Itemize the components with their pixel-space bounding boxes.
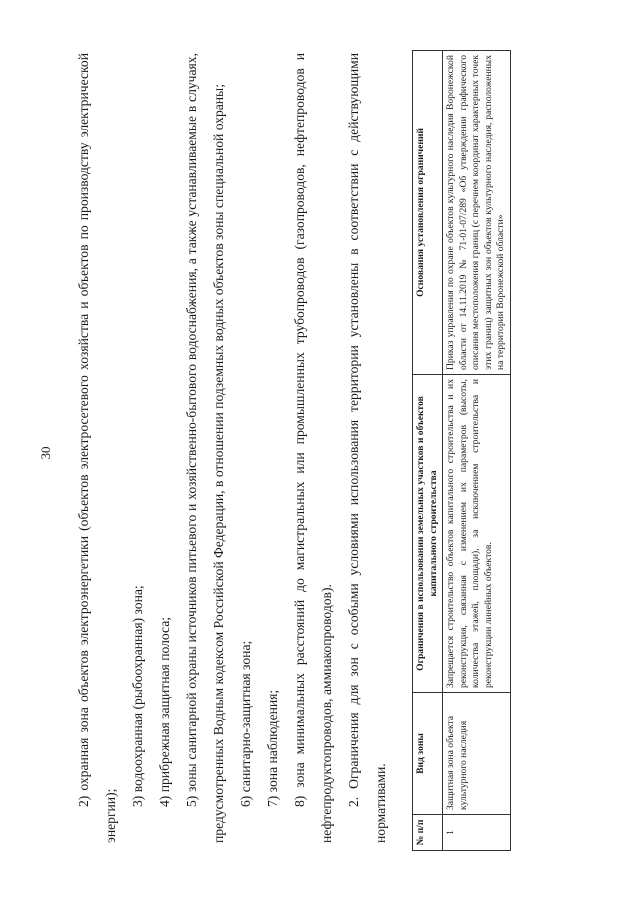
list-item-2: 2) охранная зона объектов электроэнергетики (объектов электросетевого хозяйства и объектов по производству электрической энергии); — [76, 52, 118, 843]
table-header-row — [413, 50, 443, 850]
cell-zone-type: Защитная зона объекта культурного наследия — [443, 692, 511, 814]
paragraph-restrictions: 2. Ограничения для зон с особыми условиями использования территории установлены в соответствии с действующими нормативами. — [346, 52, 388, 843]
list-item-5: 5) зоны санитарной охраны источников питьевого и хозяйственно-бытового водоснабжения, а также устанавливаемые в случаях, предусмотренных Водным кодексом Российской Федерации, в отношении подземных водных объектов зоны специальной охраны; — [184, 52, 226, 843]
list-item-8: 8) зона минимальных расстояний до магистральных или промышленных трубопроводов (газопроводов, нефтепроводов и нефтепродуктопроводов, аммиакопроводов). — [292, 52, 334, 843]
header-restrictions: Ограничения в использовании земельных участков и объектов капитального строительства — [413, 374, 443, 692]
header-zone-type: Вид зоны — [413, 692, 443, 814]
document-page — [20, 23, 620, 883]
table-row — [443, 50, 511, 850]
page-number: 30 — [38, 446, 53, 459]
list-item-7: 7) зона наблюдения; — [265, 689, 280, 807]
cell-restrictions: Запрещается строительство объектов капитального строительства и их реконструкция, связанная с изменением их параметров (высоты, количества этажей, площади), за исключением строительства и реконструкции линейных объектов. — [443, 374, 511, 692]
header-number: № п/п — [413, 814, 443, 850]
cell-grounds: Приказ управления по охране объектов культурного наследия Воронежской области от 14.11.2019 № 71-01-07/289 «Об утверждении графического описания местоположения границ (с перечнем координат характерных точек этих границ) защитных зон объектов культурного наследия, расположенных на территории Воронежской области» — [443, 50, 511, 374]
list-item-6: 6) санитарно-защитная зона; — [238, 640, 253, 807]
restrictions-table — [412, 50, 511, 851]
header-grounds: Основания установления ограничений — [413, 50, 443, 374]
list-item-4: 4) прибрежная защитная полоса; — [157, 616, 172, 807]
cell-number: 1 — [443, 814, 511, 850]
body-text — [70, 53, 394, 843]
list-item-3: 3) водоохранная (рыбоохранная) зона; — [130, 584, 145, 807]
